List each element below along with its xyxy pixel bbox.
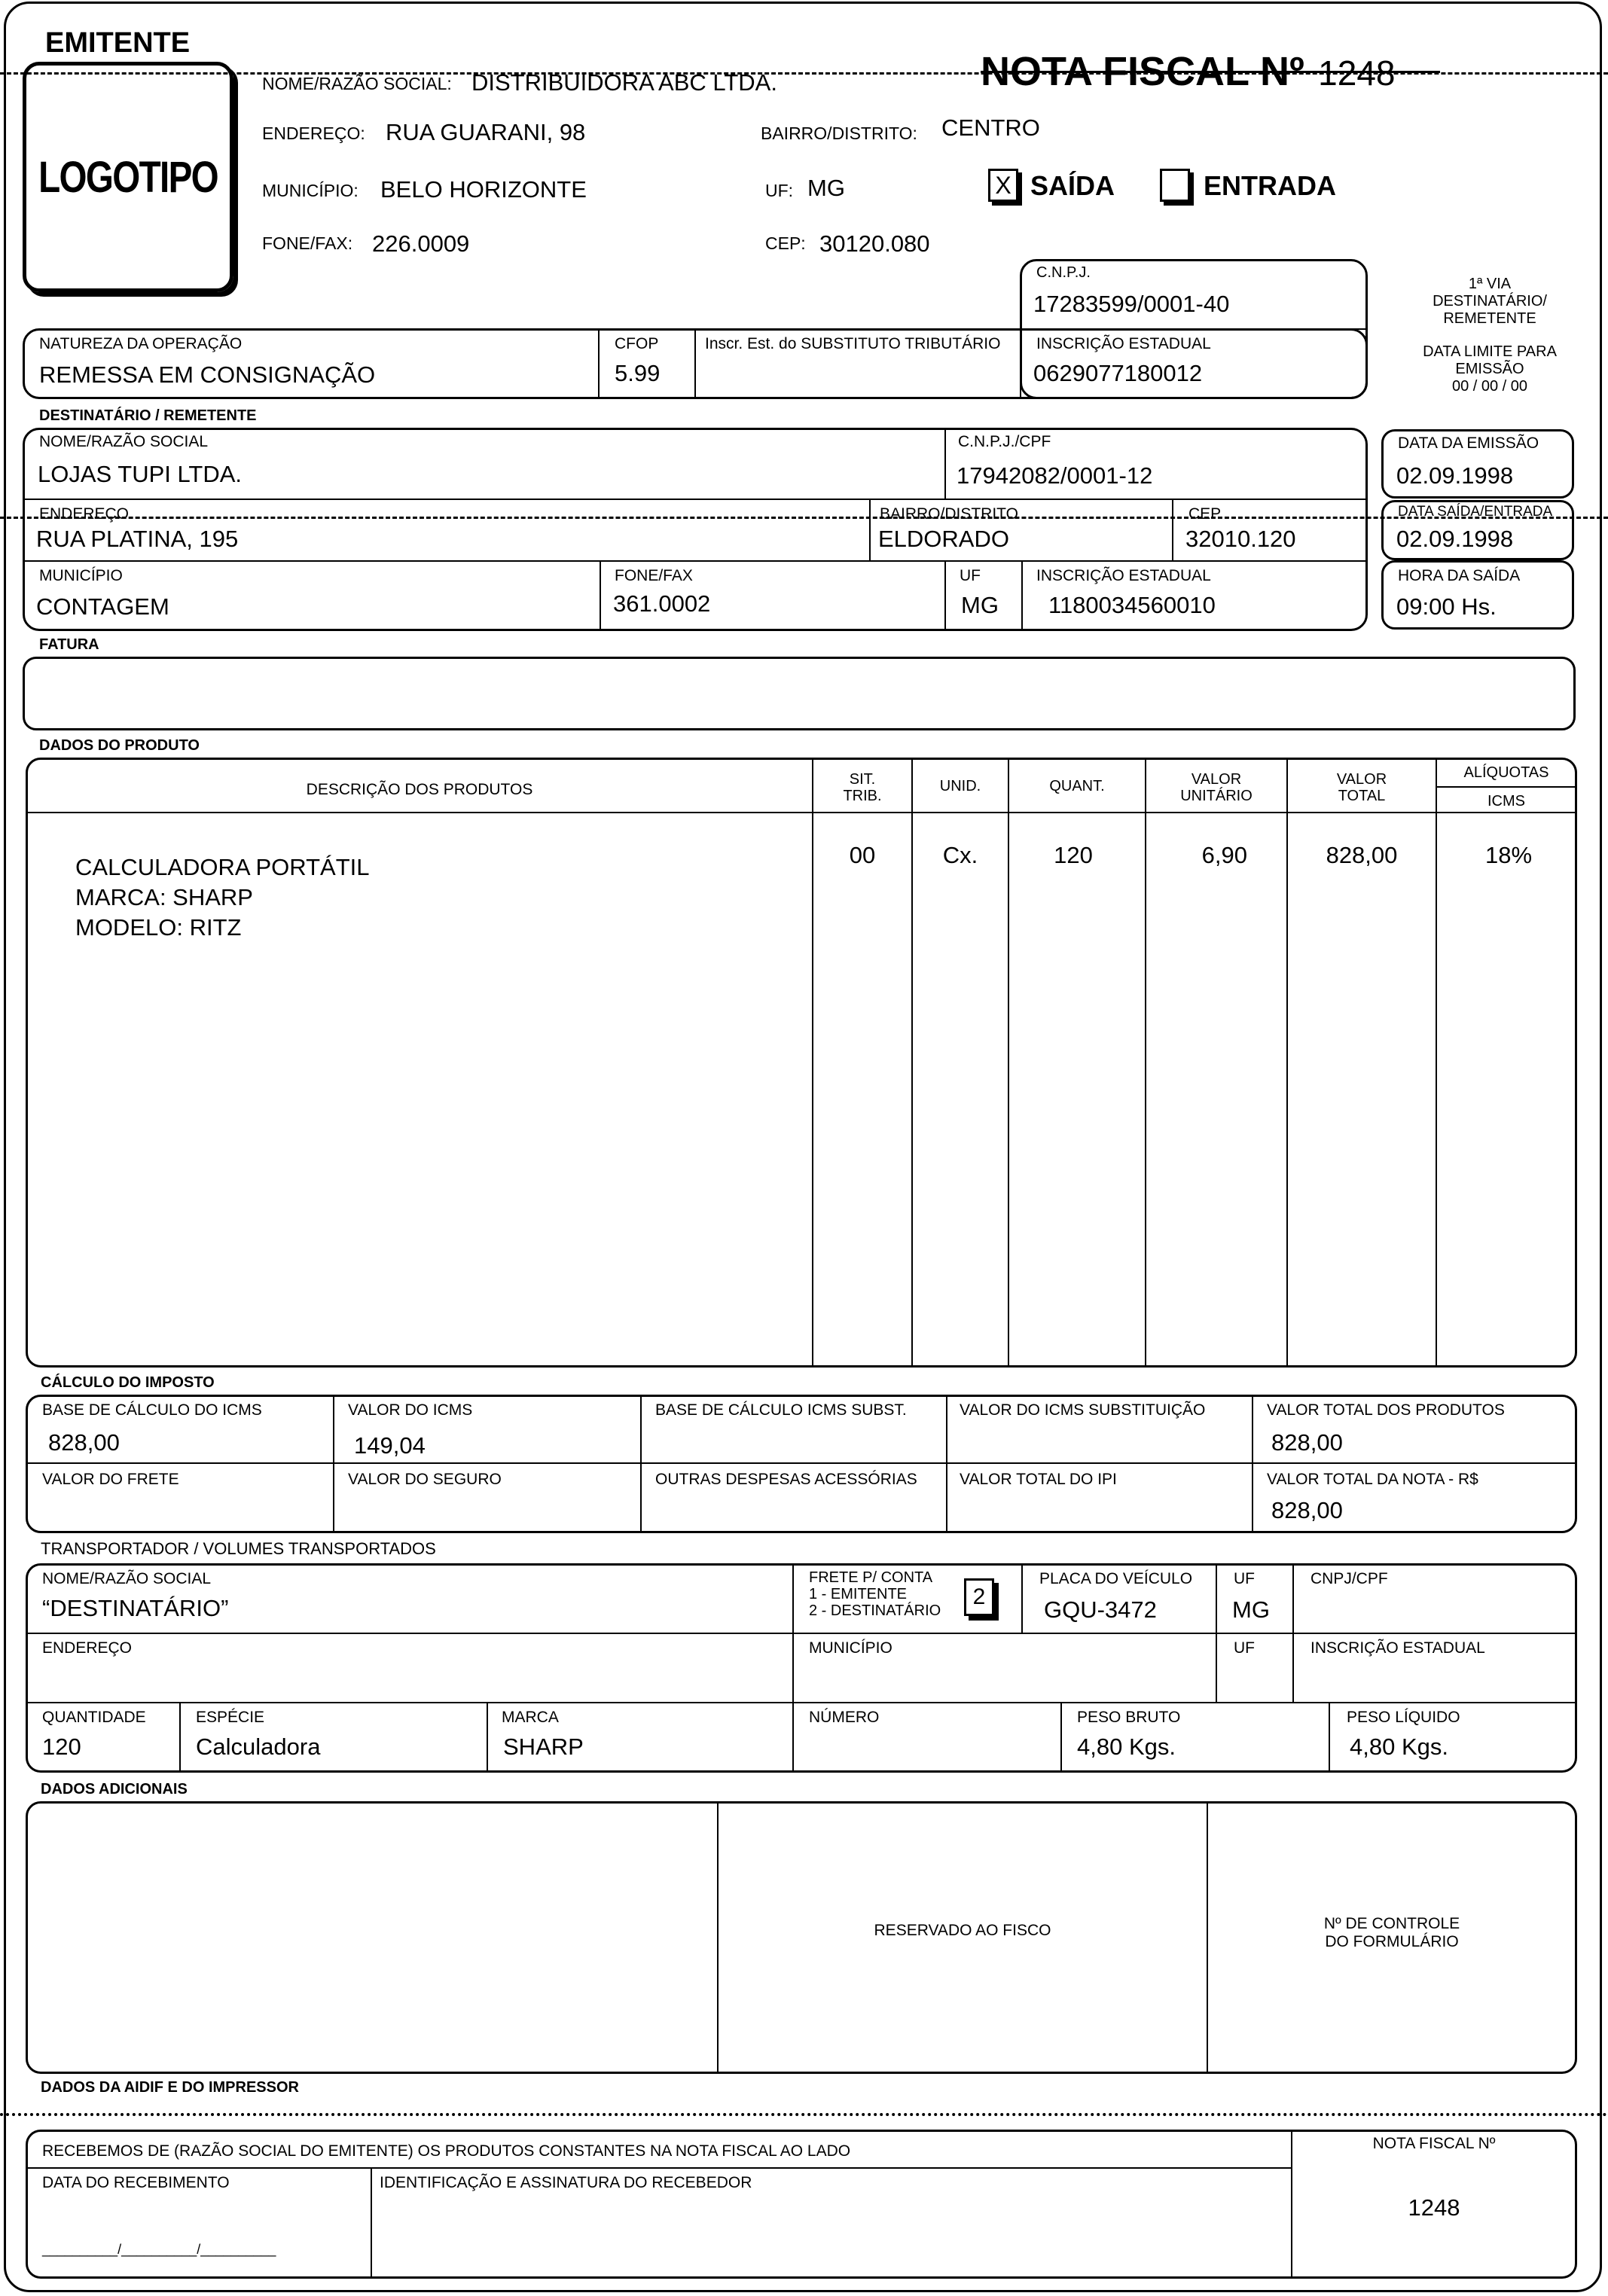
dest-municipio: CONTAGEM	[36, 593, 169, 620]
operacao-ie-label: INSCRIÇÃO ESTADUAL	[1036, 335, 1211, 352]
total-produtos: 828,00	[1271, 1429, 1343, 1456]
controle-formulario	[1208, 1915, 1576, 1951]
data-limite-line: DATA LIMITE PARA	[1423, 343, 1557, 360]
produto-quant: 120	[1054, 842, 1093, 868]
via-line: 1ª VIA	[1468, 276, 1512, 292]
dest-uf: MG	[961, 592, 999, 618]
data-saida-label: DATA SAÍDA/ENTRADA	[1398, 504, 1553, 520]
natureza-value: REMESSA EM CONSIGNAÇÃO	[39, 361, 376, 388]
frete-value-box[interactable]: 2	[964, 1578, 994, 1616]
dest-bairro: ELDORADO	[878, 526, 1009, 552]
produto-icms: 18%	[1484, 842, 1533, 868]
outras-despesas-label: OUTRAS DESPESAS ACESSÓRIAS	[655, 1471, 917, 1488]
quantidade: 120	[42, 1733, 81, 1760]
base-subst-label: BASE DE CÁLCULO ICMS SUBST.	[655, 1401, 907, 1419]
via-line: REMETENTE	[1443, 310, 1536, 327]
especie-label: ESPÉCIE	[196, 1709, 265, 1726]
divider	[27, 1462, 1576, 1464]
divider	[1172, 500, 1173, 560]
cfop-value: 5.99	[615, 360, 661, 386]
data-saida: 02.09.1998	[1396, 526, 1514, 552]
operacao-ie-value: 0629077180012	[1033, 360, 1203, 386]
col-valor-total	[1288, 771, 1436, 804]
produto-descricao	[75, 852, 369, 943]
peso-liquido: 4,80 Kgs.	[1350, 1733, 1448, 1760]
emitente-nome: DISTRIBUIDORA ABC LTDA.	[471, 69, 777, 96]
entrada-label: ENTRADA	[1204, 170, 1336, 201]
divider	[179, 1703, 181, 1771]
col-vtotal-line: VALOR	[1336, 771, 1387, 788]
logo-box	[23, 62, 233, 292]
divider	[1021, 1565, 1023, 1633]
dest-uf-label: UF	[960, 567, 981, 584]
col-vtotal-line: TOTAL	[1338, 788, 1386, 804]
peso-bruto-label: PESO BRUTO	[1077, 1709, 1181, 1726]
produto-sit-trib: 00	[849, 842, 876, 868]
divider	[598, 330, 600, 398]
col-sit-trib	[813, 771, 911, 804]
dest-fone: 361.0002	[613, 590, 711, 617]
valor-icms-label: VALOR DO ICMS	[348, 1401, 473, 1419]
transp-uf2-label: UF	[1234, 1639, 1255, 1657]
divider	[1292, 1565, 1294, 1702]
base-icms-label: BASE DE CÁLCULO DO ICMS	[42, 1401, 262, 1419]
aidif-header: DADOS DA AIDIF E DO IMPRESSOR	[41, 2079, 299, 2096]
data-limite-line: EMISSÃO	[1455, 361, 1524, 377]
marca: SHARP	[503, 1733, 584, 1760]
emitente-header: EMITENTE	[45, 27, 191, 59]
via-line: DESTINATÁRIO/	[1433, 293, 1547, 309]
recibo-nota-numero: 1248	[1408, 2194, 1460, 2221]
valor-frete-label: VALOR DO FRETE	[42, 1471, 179, 1488]
produto-unid: Cx.	[942, 842, 978, 868]
produto-valor-unitario: 6,90	[1201, 842, 1247, 868]
divider	[1020, 330, 1021, 398]
emitente-cep: 30120.080	[819, 230, 930, 257]
col-vunit-line: VALOR	[1191, 771, 1242, 788]
controle-line: DO FORMULÁRIO	[1325, 1933, 1459, 1950]
transp-municipio-label: MUNICÍPIO	[809, 1639, 892, 1657]
col-quant: QUANT.	[1049, 778, 1105, 794]
col-unid: UNID.	[939, 778, 981, 794]
col-sit-line: SIT.	[849, 771, 876, 788]
base-icms: 828,00	[48, 1429, 120, 1456]
divider	[944, 429, 946, 499]
transp-nome: “DESTINATÁRIO”	[42, 1595, 229, 1621]
fatura-header: FATURA	[39, 636, 99, 653]
total-produtos-label: VALOR TOTAL DOS PRODUTOS	[1267, 1401, 1505, 1419]
nota-fiscal-title-text: NOTA FISCAL Nº	[981, 49, 1304, 94]
dest-cep-label: CEP	[1188, 505, 1222, 523]
frete-line: 2 - DESTINATÁRIO	[809, 1602, 941, 1619]
transp-ie-label: INSCRIÇÃO ESTADUAL	[1311, 1639, 1485, 1657]
emitente-municipio: BELO HORIZONTE	[380, 176, 587, 203]
dest-municipio-label: MUNICÍPIO	[39, 567, 123, 584]
nota-fiscal-numero: 1248	[1318, 53, 1396, 93]
data-recebimento-blank[interactable]: __________/__________/__________	[42, 2242, 276, 2257]
destinatario-header: DESTINATÁRIO / REMETENTE	[39, 407, 257, 424]
transp-nome-label: NOME/RAZÃO SOCIAL	[42, 1570, 212, 1587]
divider	[1252, 1396, 1253, 1532]
reservado-fisco: RESERVADO AO FISCO	[874, 1922, 1051, 1939]
transp-endereco-label: ENDEREÇO	[42, 1639, 133, 1657]
valor-subst-label: VALOR DO ICMS SUBSTITUIÇÃO	[960, 1401, 1206, 1419]
transportador-header: TRANSPORTADOR / VOLUMES TRANSPORTADOS	[41, 1539, 436, 1558]
peso-liquido-label: PESO LÍQUIDO	[1347, 1709, 1460, 1726]
frete-line: FRETE P/ CONTA	[809, 1569, 933, 1586]
divider	[792, 1565, 794, 1771]
divider	[24, 560, 1366, 562]
produto-desc-line: CALCULADORA PORTÁTIL	[75, 854, 370, 880]
col-descricao: DESCRIÇÃO DOS PRODUTOS	[306, 781, 533, 798]
col-aliquotas: ALÍQUOTAS	[1463, 764, 1549, 781]
col-sit-line: TRIB.	[843, 788, 882, 804]
imposto-header: CÁLCULO DO IMPOSTO	[41, 1374, 215, 1391]
emitente-cnpj-label: C.N.P.J.	[1036, 264, 1091, 281]
emitente-nome-label: NOME/RAZÃO SOCIAL:	[262, 74, 452, 93]
fatura-box	[23, 657, 1576, 730]
emitente-fone: 226.0009	[372, 230, 470, 257]
divider	[371, 2167, 372, 2277]
data-emissao-label: DATA DA EMISSÃO	[1398, 435, 1539, 452]
dest-endereco-label: ENDEREÇO	[39, 505, 130, 523]
dest-cnpj-label: C.N.P.J./CPF	[958, 433, 1051, 450]
marca-label: MARCA	[502, 1709, 559, 1726]
divider	[1021, 562, 1023, 630]
divider	[694, 330, 696, 398]
valor-ipi-label: VALOR TOTAL DO IPI	[960, 1471, 1117, 1488]
logo-text: LOGOTIPO	[38, 152, 218, 202]
quantidade-label: QUANTIDADE	[42, 1709, 146, 1726]
data-limite-info	[1378, 343, 1601, 395]
valor-seguro-label: VALOR DO SEGURO	[348, 1471, 502, 1488]
divider	[944, 562, 946, 630]
col-vunit-line: UNITÁRIO	[1180, 788, 1253, 804]
placa-label: PLACA DO VEÍCULO	[1039, 1570, 1193, 1587]
controle-line: Nº DE CONTROLE	[1323, 1915, 1460, 1932]
hora-saida-label: HORA DA SAÍDA	[1398, 567, 1521, 584]
emitente-municipio-label: MUNICÍPIO:	[262, 181, 359, 200]
frete-line: 1 - EMITENTE	[809, 1586, 908, 1602]
dest-ie: 1180034560010	[1048, 592, 1216, 618]
emitente-endereco-label: ENDEREÇO:	[262, 123, 365, 143]
divider	[600, 562, 601, 630]
total-nota-label: VALOR TOTAL DA NOTA - R$	[1267, 1471, 1478, 1488]
data-emissao: 02.09.1998	[1396, 462, 1514, 489]
col-icms: ICMS	[1487, 793, 1525, 810]
divider	[27, 2167, 1291, 2169]
emitente-cep-label: CEP:	[765, 233, 806, 253]
produtos-header: DADOS DO PRODUTO	[39, 737, 200, 754]
adicionais-header: DADOS ADICIONAIS	[41, 1781, 188, 1797]
divider	[1216, 1565, 1217, 1702]
numero-label: NÚMERO	[809, 1709, 880, 1726]
divider	[1436, 786, 1576, 788]
via-info	[1378, 276, 1601, 328]
transp-uf-label: UF	[1234, 1570, 1255, 1587]
dest-ie-label: INSCRIÇÃO ESTADUAL	[1036, 567, 1211, 584]
substituto-label: Inscr. Est. do SUBSTITUTO TRIBUTÁRIO	[705, 335, 1001, 352]
emitente-bairro: CENTRO	[941, 114, 1040, 141]
transp-uf: MG	[1232, 1596, 1270, 1623]
divider	[640, 1396, 642, 1532]
total-nota: 828,00	[1271, 1497, 1343, 1523]
dest-cnpj: 17942082/0001-12	[957, 462, 1153, 489]
dest-endereco: RUA PLATINA, 195	[36, 526, 239, 552]
data-recebimento-label: DATA DO RECEBIMENTO	[42, 2174, 230, 2191]
emitente-endereco: RUA GUARANI, 98	[386, 119, 586, 145]
title-strike-line	[981, 71, 1440, 73]
divider	[1060, 1703, 1062, 1771]
divider	[24, 499, 1366, 500]
hora-saida: 09:00 Hs.	[1396, 593, 1497, 620]
emitente-cnpj: 17283599/0001-40	[1033, 291, 1230, 317]
data-limite-line: 00 / 00 / 00	[1451, 378, 1528, 395]
emitente-fone-label: FONE/FAX:	[262, 233, 353, 253]
emitente-bairro-label: BAIRRO/DISTRITO:	[761, 123, 917, 143]
entrada-checkbox[interactable]	[1160, 169, 1190, 202]
divider	[27, 1702, 1576, 1703]
saida-label: SAÍDA	[1030, 170, 1115, 201]
especie: Calculadora	[196, 1733, 321, 1760]
emitente-uf-label: UF:	[765, 181, 794, 200]
valor-icms: 149,04	[354, 1432, 426, 1459]
dest-nome: LOJAS TUPI LTDA.	[38, 461, 243, 487]
produto-desc-line: MODELO: RITZ	[75, 914, 242, 941]
divider	[333, 1396, 334, 1532]
produto-desc-line: MARCA: SHARP	[75, 884, 253, 910]
dest-nome-label: NOME/RAZÃO SOCIAL	[39, 433, 209, 450]
divider	[27, 812, 1576, 813]
transp-cnpj-label: CNPJ/CPF	[1311, 1570, 1388, 1587]
produto-valor-total: 828,00	[1326, 842, 1398, 868]
emitente-uf: MG	[807, 175, 845, 201]
dest-bairro-label: BAIRRO/DISTRITO	[880, 505, 1018, 523]
recibo-nota-label: NOTA FISCAL Nº	[1372, 2135, 1496, 2152]
assinatura-label: IDENTIFICAÇÃO E ASSINATURA DO RECEBEDOR	[380, 2174, 752, 2191]
divider	[1329, 1703, 1330, 1771]
cfop-label: CFOP	[615, 335, 659, 352]
col-valor-unitario	[1146, 771, 1286, 804]
divider	[869, 500, 871, 560]
frete-por-conta	[809, 1569, 941, 1619]
peso-bruto: 4,80 Kgs.	[1077, 1733, 1176, 1760]
cut-line	[0, 2113, 1608, 2116]
divider	[946, 1396, 947, 1532]
recebemos-text: RECEBEMOS DE (RAZÃO SOCIAL DO EMITENTE) OS PRODUTOS CONSTANTES NA NOTA FISCAL AO LADO	[42, 2142, 851, 2160]
placa: GQU-3472	[1044, 1596, 1157, 1623]
divider	[27, 1633, 1576, 1634]
natureza-label: NATUREZA DA OPERAÇÃO	[39, 335, 243, 352]
divider	[487, 1703, 488, 1771]
dest-cep: 32010.120	[1185, 526, 1296, 552]
dest-fone-label: FONE/FAX	[615, 567, 693, 584]
saida-checkbox[interactable]: X	[988, 169, 1018, 202]
